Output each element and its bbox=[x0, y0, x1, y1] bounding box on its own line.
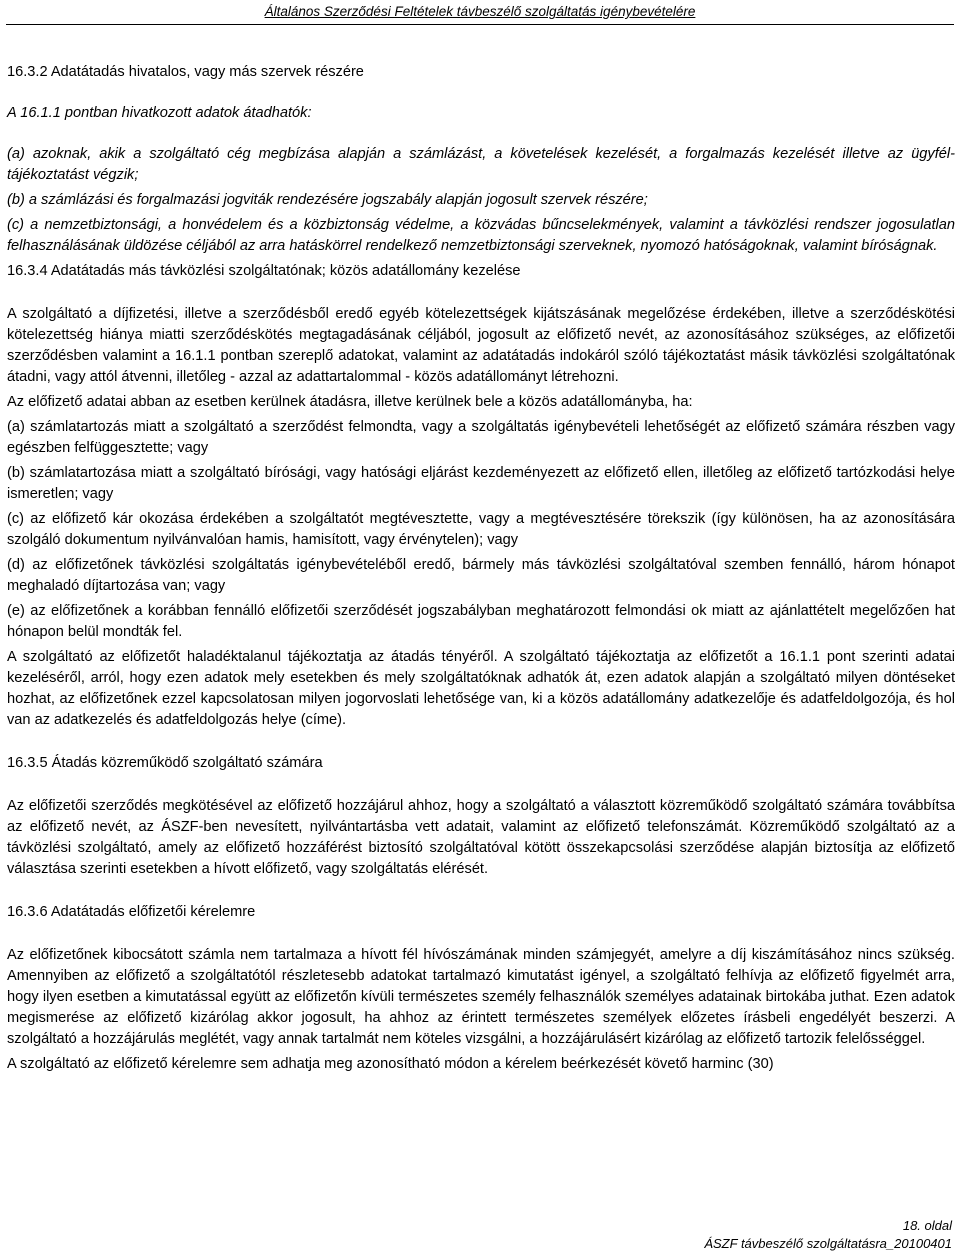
body-paragraph: A szolgáltató az előfizető kérelemre sem adhatja meg azonosítható módon a kérelem beérkezését követő harminc (30) bbox=[7, 1056, 774, 1072]
header-divider bbox=[6, 24, 954, 25]
condition-item-e: (e) az előfizetőnek a korábban fennálló előfizetői szerződését jogszabályban meghatározott felmondási ok miatt az ajánlattételt megelőzően hat hónapon belül mondták fel. bbox=[7, 603, 955, 640]
document-identifier: ÁSZF távbeszélő szolgáltatásra_20100401 bbox=[704, 1236, 952, 1251]
section-heading-16-3-2: 16.3.2 Adatátadás hivatalos, vagy más szervek részére bbox=[7, 64, 364, 80]
condition-item-c: (c) az előfizető kár okozása érdekében a szolgáltatót megtévesztette, vagy a megtévesztésére törekszik (így különösen, ha az azonosítására szolgáló dokumentum nyilvánvalóan hamis, hamisított, vagy érvénytelen); vagy bbox=[7, 511, 955, 548]
page-header: Általános Szerződési Feltételek távbeszélő szolgáltatás igénybevételére bbox=[264, 4, 696, 19]
body-paragraph: Az előfizető adatai abban az esetben kerülnek átadásra, illetve kerülnek bele a közös adatállományba, ha: bbox=[7, 394, 693, 410]
list-item-a: (a) azoknak, akik a szolgáltató cég megbízása alapján a számlázást, a követelések kezelését, a forgalmazás kezelését illetve az ügyfél-tájékoztatást végzik; bbox=[7, 146, 955, 183]
document-body bbox=[7, 62, 955, 1079]
section-heading-16-3-6: 16.3.6 Adatátadás előfizetői kérelemre bbox=[7, 904, 256, 920]
condition-item-d: (d) az előfizetőnek távközlési szolgáltatás igénybevételéből eredő, bármely más távközlési szolgáltatóval szemben fennálló, három hónapot meghaladó díjtartozása van; vagy bbox=[7, 557, 955, 594]
page-number: 18. oldal bbox=[902, 1218, 952, 1233]
list-item-c: (c) a nemzetbiztonsági, a honvédelem és a közbiztonság védelme, a közvádas bűncselekmények, valamint a távközlési rendszer jogosulatlan felhasználásának üldözése céljából az arra hatáskörrel rendelkező nemzetbiztonsági szerveknek, nyomozó hatóságoknak, valamint bíróságnak. bbox=[7, 217, 955, 254]
condition-item-b: (b) számlatartozása miatt a szolgáltató bírósági, vagy hatósági eljárást kezdeményezett az előfizető ellen, illetőleg az előfizető tartózkodási helye ismeretlen; vagy bbox=[7, 465, 955, 502]
section-heading-16-3-5: 16.3.5 Átadás közreműködő szolgáltató számára bbox=[7, 755, 323, 771]
body-paragraph: Az előfizetőnek kibocsátott számla nem tartalmaza a hívott fél hívószámának minden számjegyét, amelyre a díj kiszámításához nincs szükség. Amennyiben az előfizető a szolgáltatótól részletesebb adatokat tartalmazó kimutatást igényel, a szolgáltató felhívja az előfizető figyelmét arra, hogy ilyen esetben a kimutatással együtt az előfizetőn kívüli természetes személy felhasználók személyes adatainak birtokába juthat. Ezen adatok megismerése az előfizető kizárólag akkor jogosult, ha ahhoz az érintett természetes személyek előzetes írásbeli engedélyét beszerzi. A szolgáltató a hozzájárulás meglétét, vagy annak tartalmát nem köteles vizsgálni, a hozzájárulásért kizárólag az előfizető tartozik felelősséggel. bbox=[7, 947, 955, 1047]
condition-item-a: (a) számlatartozás miatt a szolgáltató a szerződést felmondta, vagy a szolgáltatás igénybevételi lehetőségét az előfizető számára részben vagy egészben felfüggesztette; vagy bbox=[7, 419, 955, 456]
body-paragraph: A szolgáltató a díjfizetési, illetve a szerződésből eredő egyéb kötelezettségek kijátszásának megelőzése érdekében, illetve a szerződéskötési kötelezettség hiánya miatti szerződéskötés megtagadásának céljából, jogosult az előfizető nevét, az azonosításához szükséges, az előfizetői szerződésben valamint a 16.1.1 pontban szereplő adatokat, valamint az adatátadás indokáról szóló tájékoztatást másik távközlési szolgáltatónak átadni, vagy attól átvenni, illetőleg - azzal az adattartalommal - közös adatállományt létrehozni. bbox=[7, 306, 955, 385]
list-item-b: (b) a számlázási és forgalmazási jogviták rendezésére jogszabály alapján jogosult szervek részére; bbox=[7, 192, 648, 208]
body-paragraph: A szolgáltató az előfizetőt haladéktalanul tájékoztatja az átadás tényéről. A szolgáltató tájékoztatja az előfizetőt a 16.1.1 pont szerinti adatai kezeléséről, arról, hogy ezen adatok mely esetekben és mely szolgáltatóknak adhatók át, ezen adatok alapján a szolgáltató milyen döntéseket hozhat, az előfizetőnek ezzel kapcsolatosan milyen jogorvoslati lehetősége van, ki a közös adatállomány adatkezelője és adatfeldolgozója, és hol van az adatkezelés és adatfeldolgozás helye (címe). bbox=[7, 649, 955, 728]
body-paragraph: Az előfizetői szerződés megkötésével az előfizető hozzájárul ahhoz, hogy a szolgáltató a választott közreműködő szolgáltató számára továbbítsa az előfizető nevét, az ÁSZF-ben nevesített, nyilvántartásba vett adatait, valamint az előfizető telefonszámát. Közreműködő szolgáltató az a távközlési szolgáltató, amely az előfizető hozzáférést biztosító szolgáltatóval kötött összekapcsolási szerződése alapján biztosítja az előfizető választása szerinti esetekben a hívott előfizető, vagy szolgáltatás elérését. bbox=[7, 798, 955, 877]
section-heading-16-3-4: 16.3.4 Adatátadás más távközlési szolgáltatónak; közös adatállomány kezelése bbox=[7, 263, 521, 279]
intro-paragraph: A 16.1.1 pontban hivatkozott adatok átadhatók: bbox=[7, 105, 312, 121]
